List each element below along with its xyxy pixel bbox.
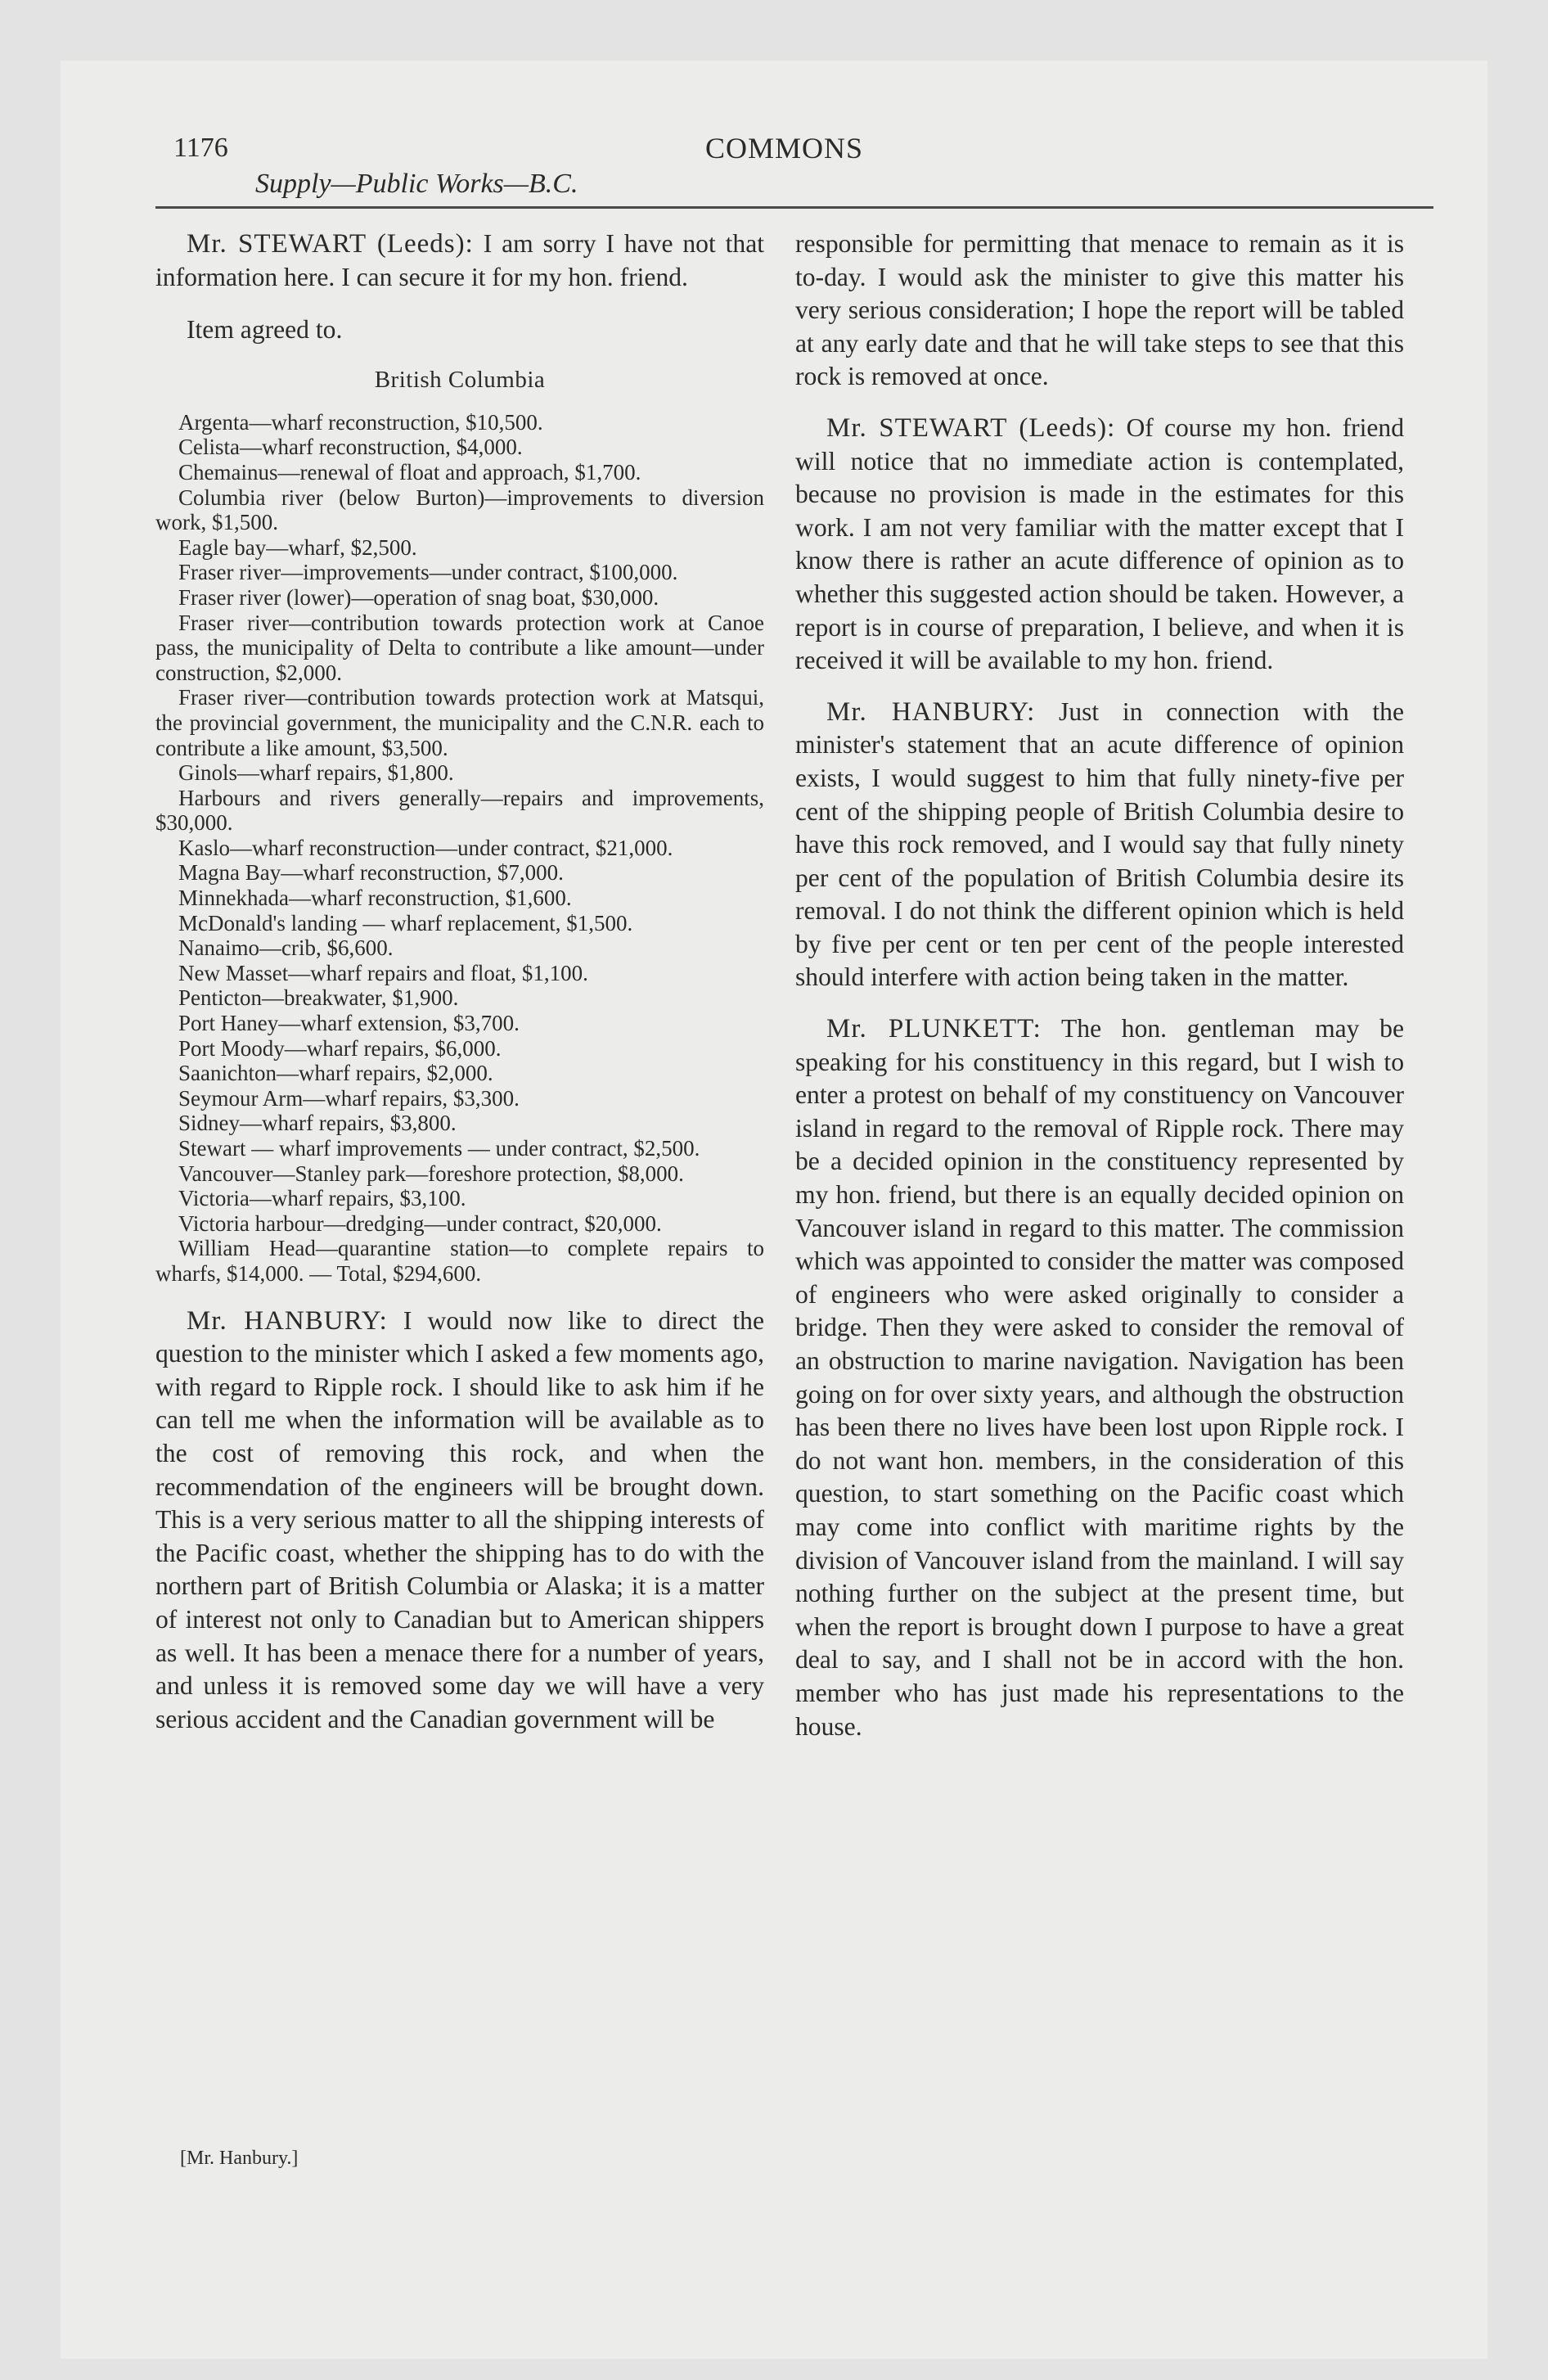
page-header — [0, 0, 1548, 213]
estimate-item: Penticton—breakwater, $1,900. — [178, 985, 459, 1011]
speech-continuation: responsible for permitting that menace to remain as it is to-day. I would ask the minister to give this matter his very serious consideration; I hope the report will be tabled at any early date and that he will take steps to see that this rock is removed at once. — [795, 229, 1404, 391]
estimate-item: Argenta—wharf reconstruction, $10,500. — [178, 409, 543, 435]
speaker-name: Mr. PLUNKETT: — [826, 1014, 1042, 1044]
estimate-item: Kaslo—wharf reconstruction—under contract, $21,000. — [178, 835, 673, 860]
speech-stewart-2 — [795, 412, 1404, 678]
speech-plunkett — [795, 1012, 1404, 1743]
estimate-item: Vancouver—Stanley park—foreshore protection, $8,000. — [178, 1161, 684, 1186]
estimate-item: Nanaimo—crib, $6,600. — [178, 935, 394, 961]
estimates-list — [155, 410, 764, 1287]
estimate-item: Saanichton—wharf repairs, $2,000. — [178, 1061, 493, 1086]
header-rule — [155, 206, 1433, 209]
estimate-item: Chemainus—renewal of float and approach, $1,700. — [178, 459, 641, 485]
estimate-item: Fraser river (lower)—operation of snag boat, $30,000. — [178, 584, 659, 610]
estimate-item: Seymour Arm—wharf repairs, $3,300. — [178, 1085, 520, 1111]
running-title: COMMONS — [705, 132, 864, 165]
estimate-item: Port Haney—wharf extension, $3,700. — [178, 1011, 520, 1036]
speaker-name: Mr. HANBURY: — [826, 696, 1036, 727]
speaker-name: Mr. HANBURY: — [187, 1305, 388, 1336]
speech-text: I am sorry I have not that information here. I can secure it for my hon. friend. — [155, 229, 765, 291]
speech-text: Just in connection with the minister's statement that an acute difference of opinion exists, I would suggest to him that fully ninety-five per cent of the shipping people of British Columbia desire to have this rock removed, and I would say that fully ninety per cent of the population of British Columbia desire its removal. I do not think the different opinion which is held by five per cent or ten per cent of the people interested should interfere with action being taken in the matter. — [795, 696, 1404, 992]
speaker-name: Mr. STEWART (Leeds): — [187, 229, 474, 259]
speaker-footnote: [Mr. Hanbury.] — [180, 2148, 299, 2169]
estimate-item: Magna Bay—wharf reconstruction, $7,000. — [178, 860, 564, 886]
estimate-item: Harbours and rivers generally—repairs and improvements, $30,000. — [155, 785, 764, 836]
estimate-item: Victoria—wharf repairs, $3,100. — [178, 1186, 466, 1211]
estimate-item: Port Moody—wharf repairs, $6,000. — [178, 1035, 502, 1061]
estimate-item: Fraser river—contribution towards protection work at Canoe pass, the municipality of Delta to contribute a like amount—under construction, $2,000. — [155, 610, 764, 685]
estimate-item: Celista—wharf reconstruction, $4,000. — [178, 435, 523, 460]
estimate-item: William Head—quarantine station—to complete repairs to wharfs, $14,000. — Total, $294,600. — [155, 1236, 764, 1286]
estimate-item: Stewart — wharf improvements — under contract, $2,500. — [178, 1136, 700, 1161]
speech-text: I would now like to direct the question to the minister which I asked a few moments ago, with regard to Ripple rock. I should like to ask him if he can tell me when the information will be available as to the cost of removing this rock, and when the recommendation of the engineers will be brought down. This is a very serious matter to all the shipping interests of the Pacific coast, whether the shipping has to do with the northern part of British Columbia or Alaska; it is a matter of interest not only to Canadian but to American shippers as well. It has been a menace there for a number of years, and unless it is removed some day we will have a very serious accident and the Canadian government will be — [155, 1305, 764, 1733]
estimate-item: Ginols—wharf repairs, $1,800. — [178, 760, 454, 786]
speech-hanbury-1 — [155, 1305, 764, 1737]
left-column — [155, 228, 764, 1736]
estimate-item: Victoria harbour—dredging—under contract, $20,000. — [178, 1210, 662, 1236]
speech-text: Of course my hon. friend will notice that no immediate action is contemplated, because no provision is made in the estimates for this work. I am not very familiar with the matter except that I know there is rather an acute difference of opinion as to whether this suggested action should be taken. However, a report is in course of preparation, I believe, and when it is received it will be available to my hon. friend. — [795, 412, 1405, 675]
estimate-item: Fraser river—improvements—under contract, $100,000. — [178, 560, 678, 585]
estimate-item: Eagle bay—wharf, $2,500. — [178, 534, 417, 560]
estimate-item: Fraser river—contribution towards protection work at Matsqui, the provincial government, the municipality and the C.N.R. each to contribute a like amount, $3,500. — [155, 685, 764, 760]
speech-hanbury-2 — [795, 696, 1404, 994]
speaker-name: Mr. STEWART (Leeds): — [826, 412, 1116, 443]
estimate-item: McDonald's landing — wharf replacement, $1,500. — [178, 910, 633, 935]
province-heading: British Columbia — [374, 366, 546, 393]
speech-stewart-1 — [155, 228, 764, 294]
section-title: Supply—Public Works—B.C. — [255, 169, 578, 199]
right-column — [795, 228, 1404, 1743]
estimate-item: New Masset—wharf repairs and float, $1,100. — [178, 960, 588, 985]
estimate-item: Minnekhada—wharf reconstruction, $1,600. — [178, 886, 572, 911]
item-agreed: Item agreed to. — [187, 315, 343, 345]
page-number: 1176 — [173, 133, 228, 163]
estimate-item: Columbia river (below Burton)—improvements to diversion work, $1,500. — [155, 485, 764, 535]
estimate-item: Sidney—wharf repairs, $3,800. — [178, 1111, 457, 1136]
speech-text: The hon. gentleman may be speaking for his constituency in this regard, but I wish to enter a protest on behalf of my constituency on Vancouver island in regard to the removal of Ripple rock. There may be a decided opinion in the constituency represented by my hon. friend, but there is an equally decided opinion on Vancouver island in regard to this matter. The commission which was appointed to consider the matter was composed of engineers who were asked originally to consider a bridge. Then they were asked to consider the removal of an obstruction to marine navigation. Navigation has been going on for over sixty years, and although the obstruction has been there no lives have been lost upon Ripple rock. I do not want hon. members, in the consideration of this question, to start something on the Pacific coast which may come into conflict with maritime rights by the division of Vancouver island from the mainland. I will say nothing further on the subject at the present time, but when the report is brought down I purpose to have a great deal to say, and I shall not be in accord with the hon. member who has just made his representations to the house. — [795, 1014, 1405, 1741]
